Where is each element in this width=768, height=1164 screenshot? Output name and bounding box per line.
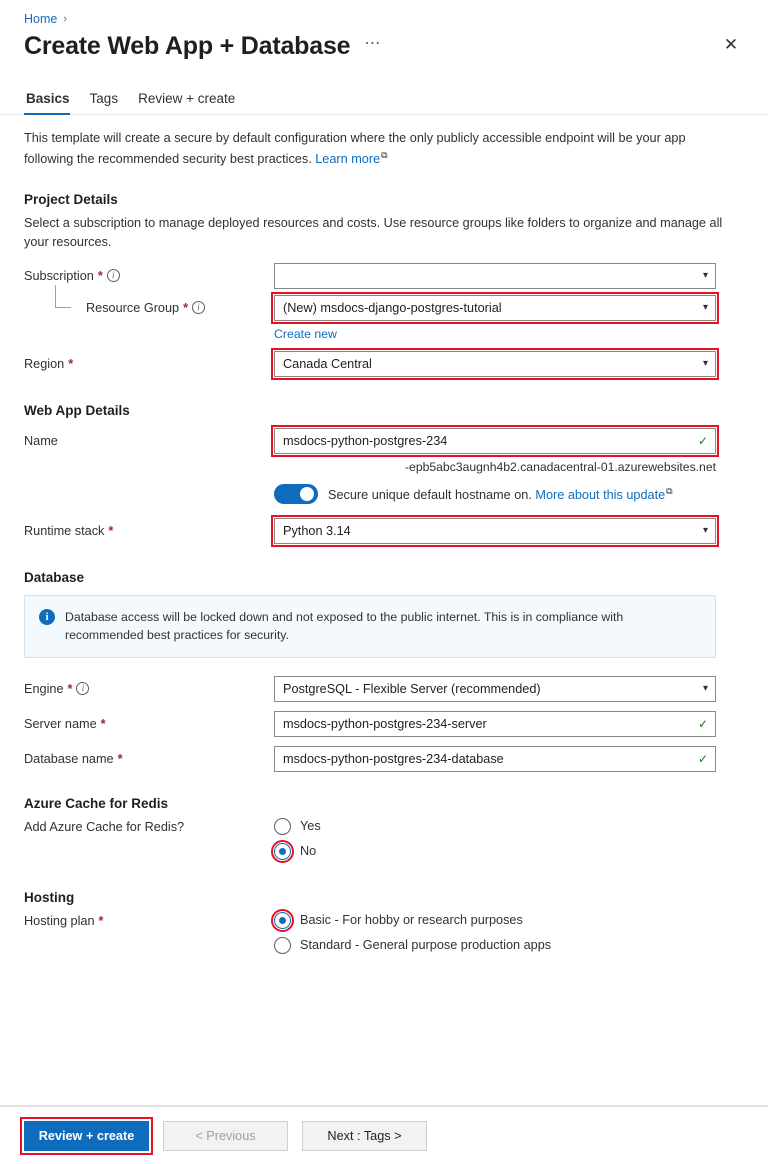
resource-group-label-text: Resource Group	[86, 300, 180, 315]
hosting-row	[24, 912, 744, 962]
radio-no-label: No	[300, 844, 317, 859]
breadcrumb-separator-icon: ›	[63, 13, 68, 25]
engine-info-icon[interactable]: i	[76, 682, 89, 695]
resource-group-required-marker: *	[183, 300, 189, 315]
intro-text	[24, 129, 724, 170]
secure-hostname-toggle[interactable]	[274, 484, 318, 504]
close-icon[interactable]: ✕	[723, 35, 739, 54]
secure-hostname-label: Secure unique default hostname on.	[328, 488, 532, 503]
intro-paragraph: This template will create a secure by default configuration where the only publicly accessible endpoint will be your app following the recommended security best practices.	[24, 131, 686, 166]
app-name-label	[24, 434, 274, 448]
external-link-icon: ⧉	[381, 149, 388, 160]
next-tags-button[interactable]: Next : Tags >	[302, 1121, 427, 1151]
radio-basic-label: Basic - For hobby or research purposes	[300, 913, 523, 928]
chevron-down-icon: ▾	[702, 525, 708, 537]
tab-basics[interactable]: Basics	[24, 87, 80, 114]
server-name-label	[24, 717, 274, 731]
redis-row	[24, 818, 744, 868]
hosting-plan-label	[24, 912, 274, 928]
page-title: Create Web App + Database	[24, 32, 351, 60]
valid-check-icon: ✓	[697, 751, 708, 766]
more-options-icon[interactable]: ⋯	[364, 34, 383, 52]
radio-no[interactable]	[274, 843, 291, 860]
hosting-heading: Hosting	[24, 889, 75, 905]
region-label	[24, 357, 274, 371]
breadcrumb-home-link[interactable]: Home	[24, 12, 58, 26]
resource-group-select[interactable]: (New) msdocs-django-postgres-tutorial	[274, 295, 716, 321]
app-hostname-suffix: -epb5abc3augnh4b2.canadacentral-01.azurewebsites.net	[404, 459, 716, 474]
web-app-details-heading: Web App Details	[24, 402, 130, 418]
subscription-row	[24, 263, 744, 289]
redis-heading: Azure Cache for Redis	[24, 795, 169, 811]
runtime-stack-select[interactable]: Python 3.14	[274, 518, 716, 544]
engine-select[interactable]: PostgreSQL - Flexible Server (recommended)	[274, 676, 716, 702]
runtime-stack-label	[24, 524, 274, 538]
runtime-stack-row	[24, 518, 744, 544]
subscription-required-marker: *	[97, 268, 103, 283]
learn-more-link[interactable]: Learn more	[315, 151, 381, 166]
server-name-label-text: Server name	[24, 716, 97, 731]
subscription-info-icon[interactable]: i	[107, 269, 120, 282]
region-required-marker: *	[68, 356, 74, 371]
engine-field	[274, 676, 716, 702]
database-name-input[interactable]: msdocs-python-postgres-234-database	[274, 746, 716, 772]
region-select[interactable]: Canada Central	[274, 351, 716, 377]
engine-required-marker: *	[67, 681, 73, 696]
database-name-required-marker: *	[117, 751, 123, 766]
resource-group-row	[24, 295, 744, 321]
database-name-label-text: Database name	[24, 751, 114, 766]
region-row	[24, 351, 744, 377]
secure-hostname-row	[274, 484, 744, 504]
database-info-banner	[24, 595, 716, 658]
create-new-resource-group-row	[274, 327, 744, 341]
server-name-input[interactable]: msdocs-python-postgres-234-server	[274, 711, 716, 737]
subscription-select[interactable]	[274, 263, 716, 289]
database-name-label	[24, 752, 274, 766]
chevron-down-icon: ▾	[702, 302, 708, 314]
create-new-link[interactable]: Create new	[274, 326, 337, 341]
valid-check-icon: ✓	[697, 433, 708, 448]
review-create-button[interactable]: Review + create	[24, 1121, 149, 1151]
radio-basic[interactable]	[274, 912, 291, 929]
redis-option-no[interactable]	[274, 843, 321, 860]
title-row	[0, 26, 768, 61]
project-details-description: Select a subscription to manage deployed resources and costs. Use resource groups like folders to organize and manage all your resources.	[24, 215, 723, 250]
database-heading: Database	[24, 569, 85, 585]
hosting-option-standard[interactable]	[274, 937, 551, 954]
redis-label	[24, 818, 274, 834]
tab-tags[interactable]: Tags	[89, 91, 119, 106]
info-icon: i	[39, 609, 55, 625]
secure-hostname-text	[328, 486, 673, 502]
hosting-plan-label-text: Hosting plan	[24, 913, 95, 928]
chevron-down-icon: ▾	[702, 270, 708, 282]
app-name-input[interactable]: msdocs-python-postgres-234	[274, 428, 716, 454]
subscription-field	[274, 263, 716, 289]
radio-standard-label: Standard - General purpose production apps	[300, 938, 552, 953]
radio-standard[interactable]	[274, 937, 291, 954]
tab-review-create[interactable]: Review + create	[138, 91, 236, 106]
hosting-option-basic[interactable]	[274, 912, 551, 929]
app-name-label-text: Name	[24, 433, 58, 448]
subscription-label	[24, 269, 274, 283]
server-name-required-marker: *	[100, 716, 106, 731]
breadcrumb	[0, 0, 768, 26]
redis-option-yes[interactable]	[274, 818, 321, 835]
server-name-row	[24, 711, 744, 737]
subscription-label-text: Subscription	[24, 268, 94, 283]
hosting-options	[274, 912, 551, 962]
database-name-field	[274, 746, 716, 772]
radio-yes[interactable]	[274, 818, 291, 835]
region-label-text: Region	[24, 356, 65, 371]
redis-label-text: Add Azure Cache for Redis?	[24, 819, 185, 834]
form-content	[0, 115, 768, 962]
tree-connector	[55, 285, 71, 308]
footer-bar	[0, 1106, 768, 1164]
runtime-stack-required-marker: *	[108, 523, 114, 538]
resource-group-info-icon[interactable]: i	[192, 301, 205, 314]
runtime-stack-label-text: Runtime stack	[24, 523, 105, 538]
tab-bar	[0, 87, 768, 115]
resource-group-field	[274, 295, 716, 321]
app-name-row	[24, 428, 744, 454]
more-about-update-link[interactable]: More about this update	[535, 488, 666, 503]
external-link-icon: ⧉	[666, 485, 673, 496]
valid-check-icon: ✓	[697, 716, 708, 731]
previous-button[interactable]: < Previous	[163, 1121, 288, 1151]
engine-label-text: Engine	[24, 681, 64, 696]
region-field	[274, 351, 716, 377]
server-name-field	[274, 711, 716, 737]
database-name-row	[24, 746, 744, 772]
database-banner-text: Database access will be locked down and not exposed to the public internet. This is in compliance with recommended best practices for security.	[65, 609, 624, 643]
redis-options	[274, 818, 321, 868]
toggle-knob	[300, 487, 314, 501]
engine-row	[24, 676, 744, 702]
project-details-heading: Project Details	[24, 191, 118, 207]
chevron-down-icon: ▾	[702, 358, 708, 370]
radio-yes-label: Yes	[300, 819, 321, 834]
app-name-field	[274, 428, 716, 454]
engine-label	[24, 682, 274, 696]
hosting-plan-required-marker: *	[98, 913, 104, 928]
runtime-stack-field	[274, 518, 716, 544]
chevron-down-icon: ▾	[702, 683, 708, 695]
